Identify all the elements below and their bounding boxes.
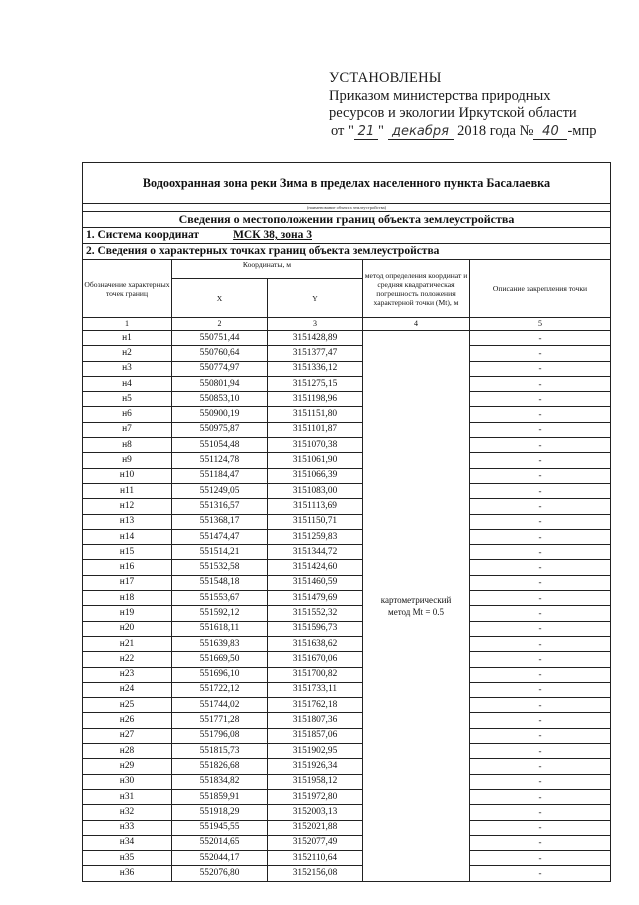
coord-x: 551368,17 — [172, 514, 268, 529]
coord-y: 3151638,62 — [268, 636, 363, 651]
coord-x: 552014,65 — [172, 835, 268, 850]
point-description: - — [470, 606, 611, 621]
coord-y: 3151926,34 — [268, 759, 363, 774]
date-month: декабря — [388, 125, 454, 140]
method-cell — [363, 331, 470, 882]
approval-line-3: ресурсов и экологии Иркутской области — [329, 105, 577, 121]
coord-y: 3151336,12 — [268, 361, 363, 376]
table-row — [83, 789, 611, 804]
coord-y: 3152077,49 — [268, 835, 363, 850]
point-id: н21 — [83, 636, 172, 651]
point-id: н18 — [83, 591, 172, 606]
point-id: н9 — [83, 453, 172, 468]
point-id: н27 — [83, 728, 172, 743]
coord-x: 550760,64 — [172, 346, 268, 361]
point-id: н28 — [83, 744, 172, 759]
coord-x: 551771,28 — [172, 713, 268, 728]
coord-x: 551696,10 — [172, 667, 268, 682]
point-id: н8 — [83, 438, 172, 453]
table-row — [83, 376, 611, 391]
coord-y: 3151460,59 — [268, 575, 363, 590]
approval-header — [329, 70, 596, 140]
point-description: - — [470, 698, 611, 713]
table-row — [83, 835, 611, 850]
point-id: н22 — [83, 652, 172, 667]
coord-x: 551514,21 — [172, 545, 268, 560]
coord-y: 3152110,64 — [268, 851, 363, 866]
table-row — [83, 851, 611, 866]
column-number-2: 2 — [172, 318, 268, 331]
point-description: - — [470, 499, 611, 514]
point-id: н36 — [83, 866, 172, 881]
coord-y: 3151113,69 — [268, 499, 363, 514]
method-line-1: картометрический — [380, 594, 452, 605]
col-header-point: Обозначение характерных точек границ — [83, 260, 172, 318]
date-year: 2018 года № — [457, 122, 534, 139]
coord-x: 551918,29 — [172, 805, 268, 820]
point-description: - — [470, 361, 611, 376]
point-description: - — [470, 820, 611, 835]
point-description: - — [470, 805, 611, 820]
table-row — [83, 698, 611, 713]
coord-x: 550801,94 — [172, 376, 268, 391]
point-description: - — [470, 591, 611, 606]
table-row — [83, 866, 611, 881]
date-prefix: от " — [331, 122, 354, 139]
table-row — [83, 652, 611, 667]
table-row — [83, 805, 611, 820]
date-day: 21 — [354, 125, 378, 140]
coord-y: 3151259,83 — [268, 529, 363, 544]
table-row — [83, 392, 611, 407]
point-description: - — [470, 621, 611, 636]
point-description: - — [470, 545, 611, 560]
coord-x: 551815,73 — [172, 744, 268, 759]
point-description: - — [470, 759, 611, 774]
point-description: - — [470, 682, 611, 697]
point-description: - — [470, 514, 611, 529]
coord-y: 3151762,18 — [268, 698, 363, 713]
document-title: Водоохранная зона реки Зима в пределах населенного пункта Басалаевка — [83, 163, 611, 204]
coord-y: 3152003,13 — [268, 805, 363, 820]
coord-x: 551184,47 — [172, 468, 268, 483]
point-id: н1 — [83, 331, 172, 346]
table-row — [83, 820, 611, 835]
table-row — [83, 682, 611, 697]
coord-x: 551639,83 — [172, 636, 268, 651]
coord-y: 3151424,60 — [268, 560, 363, 575]
point-id: н4 — [83, 376, 172, 391]
coord-x: 550900,19 — [172, 407, 268, 422]
point-description: - — [470, 789, 611, 804]
coord-x: 551859,91 — [172, 789, 268, 804]
coord-x: 551249,05 — [172, 483, 268, 498]
coord-x: 552076,80 — [172, 866, 268, 881]
column-number-5: 5 — [470, 318, 611, 331]
coord-y: 3151700,82 — [268, 667, 363, 682]
coord-y: 3151275,15 — [268, 376, 363, 391]
coord-y: 3151972,80 — [268, 789, 363, 804]
table-row — [83, 361, 611, 376]
order-suffix: -мпр — [567, 122, 597, 139]
table-row — [83, 529, 611, 544]
point-id: н31 — [83, 789, 172, 804]
point-id: н11 — [83, 483, 172, 498]
coord-y: 3151807,36 — [268, 713, 363, 728]
column-number-4: 4 — [363, 318, 470, 331]
coord-x: 550751,44 — [172, 331, 268, 346]
title-caption: (наименование объекта землеустройства) — [83, 204, 611, 212]
section-heading: Сведения о местоположении границ объекта землеустройства — [83, 212, 611, 228]
point-description: - — [470, 728, 611, 743]
point-id: н12 — [83, 499, 172, 514]
coord-y: 3151958,12 — [268, 774, 363, 789]
point-description: - — [470, 438, 611, 453]
point-description: - — [470, 392, 611, 407]
approval-title: УСТАНОВЛЕНЫ — [329, 70, 442, 86]
table-row — [83, 468, 611, 483]
point-id: н13 — [83, 514, 172, 529]
table-row — [83, 713, 611, 728]
coord-y: 3151070,38 — [268, 438, 363, 453]
point-description: - — [470, 866, 611, 881]
approval-line-2: Приказом министерства природных — [329, 87, 551, 104]
table-row — [83, 636, 611, 651]
points-heading: 2. Сведения о характерных точках границ объекта землеустройства — [83, 244, 611, 260]
point-description: - — [470, 407, 611, 422]
coord-y: 3151061,90 — [268, 453, 363, 468]
coord-y: 3151596,73 — [268, 621, 363, 636]
point-description: - — [470, 851, 611, 866]
point-id: н2 — [83, 346, 172, 361]
point-id: н24 — [83, 682, 172, 697]
point-description: - — [470, 835, 611, 850]
table-row — [83, 331, 611, 346]
table-row — [83, 575, 611, 590]
col-header-coords: Координаты, м — [172, 260, 363, 279]
coord-x: 551945,55 — [172, 820, 268, 835]
point-description: - — [470, 468, 611, 483]
method-line-2: метод Mt = 0.5 — [388, 606, 444, 617]
point-description: - — [470, 560, 611, 575]
coord-x: 551474,47 — [172, 529, 268, 544]
coord-x: 551054,48 — [172, 438, 268, 453]
table-row — [83, 422, 611, 437]
coord-y: 3151344,72 — [268, 545, 363, 560]
coord-x: 551826,68 — [172, 759, 268, 774]
point-id: н26 — [83, 713, 172, 728]
coord-x: 551553,67 — [172, 591, 268, 606]
coord-y: 3151066,39 — [268, 468, 363, 483]
point-id: н6 — [83, 407, 172, 422]
point-id: н34 — [83, 835, 172, 850]
coord-x: 551532,58 — [172, 560, 268, 575]
point-id: н20 — [83, 621, 172, 636]
coordinate-system-row — [83, 228, 611, 244]
table-row — [83, 514, 611, 529]
coord-x: 551548,18 — [172, 575, 268, 590]
coord-y: 3151479,69 — [268, 591, 363, 606]
coord-y: 3151733,11 — [268, 682, 363, 697]
point-id: н35 — [83, 851, 172, 866]
point-description: - — [470, 331, 611, 346]
point-id: н29 — [83, 759, 172, 774]
point-id: н25 — [83, 698, 172, 713]
point-description: - — [470, 453, 611, 468]
point-id: н7 — [83, 422, 172, 437]
coord-x: 551592,12 — [172, 606, 268, 621]
coord-y: 3151198,96 — [268, 392, 363, 407]
table-row — [83, 453, 611, 468]
column-numbers-row — [83, 318, 611, 331]
table-row — [83, 744, 611, 759]
col-header-y: Y — [268, 279, 363, 318]
column-number-3: 3 — [268, 318, 363, 331]
coord-x: 550774,97 — [172, 361, 268, 376]
table-row — [83, 499, 611, 514]
order-number: 40 — [533, 125, 567, 140]
point-id: н17 — [83, 575, 172, 590]
coord-x: 551744,02 — [172, 698, 268, 713]
coord-y: 3151377,47 — [268, 346, 363, 361]
point-id: н33 — [83, 820, 172, 835]
point-description: - — [470, 483, 611, 498]
point-description: - — [470, 667, 611, 682]
table-row — [83, 759, 611, 774]
table-row — [83, 774, 611, 789]
table-row — [83, 667, 611, 682]
coord-y: 3151101,87 — [268, 422, 363, 437]
table-row — [83, 621, 611, 636]
col-header-description: Описание закрепления точки — [470, 260, 611, 318]
table-row — [83, 346, 611, 361]
coord-y: 3151552,32 — [268, 606, 363, 621]
coord-x: 551669,50 — [172, 652, 268, 667]
point-id: н32 — [83, 805, 172, 820]
coord-y: 3151428,89 — [268, 331, 363, 346]
point-description: - — [470, 713, 611, 728]
point-id: н16 — [83, 560, 172, 575]
table-row — [83, 438, 611, 453]
coord-x: 551316,57 — [172, 499, 268, 514]
table-row — [83, 545, 611, 560]
table-row — [83, 591, 611, 606]
coord-x: 551834,82 — [172, 774, 268, 789]
coord-y: 3152156,08 — [268, 866, 363, 881]
coord-x: 550853,10 — [172, 392, 268, 407]
table-row — [83, 560, 611, 575]
point-description: - — [470, 346, 611, 361]
point-description: - — [470, 376, 611, 391]
points-rows — [83, 331, 611, 882]
coord-y: 3151857,06 — [268, 728, 363, 743]
point-description: - — [470, 636, 611, 651]
point-id: н15 — [83, 545, 172, 560]
point-id: н23 — [83, 667, 172, 682]
coord-y: 3152021,88 — [268, 820, 363, 835]
col-header-method: метод определения координат и средняя квадратическая погрешность положения характерной точки (Mt), м — [363, 260, 470, 318]
coord-x: 551796,08 — [172, 728, 268, 743]
table-row — [83, 483, 611, 498]
point-description: - — [470, 575, 611, 590]
point-id: н14 — [83, 529, 172, 544]
table-row — [83, 407, 611, 422]
coord-x: 551618,11 — [172, 621, 268, 636]
coord-y: 3151902,95 — [268, 744, 363, 759]
point-id: н3 — [83, 361, 172, 376]
coord-y: 3151151,80 — [268, 407, 363, 422]
coord-y: 3151670,06 — [268, 652, 363, 667]
approval-date-line — [331, 123, 596, 141]
point-id: н5 — [83, 392, 172, 407]
point-description: - — [470, 744, 611, 759]
point-description: - — [470, 774, 611, 789]
point-id: н30 — [83, 774, 172, 789]
coord-y: 3151150,71 — [268, 514, 363, 529]
date-quote: " — [377, 122, 384, 139]
coord-x: 551124,78 — [172, 453, 268, 468]
coord-system-label: 1. Система координат — [86, 229, 200, 241]
coord-system-value: МСК 38, зона 3 — [233, 229, 312, 241]
column-number-1: 1 — [83, 318, 172, 331]
coord-x: 550975,87 — [172, 422, 268, 437]
coord-y: 3151083,00 — [268, 483, 363, 498]
boundary-points-table — [82, 162, 611, 882]
coord-x: 551722,12 — [172, 682, 268, 697]
col-header-x: X — [172, 279, 268, 318]
table-row — [83, 728, 611, 743]
point-id: н19 — [83, 606, 172, 621]
table-row — [83, 606, 611, 621]
point-description: - — [470, 529, 611, 544]
coord-x: 552044,17 — [172, 851, 268, 866]
point-id: н10 — [83, 468, 172, 483]
point-description: - — [470, 652, 611, 667]
point-description: - — [470, 422, 611, 437]
